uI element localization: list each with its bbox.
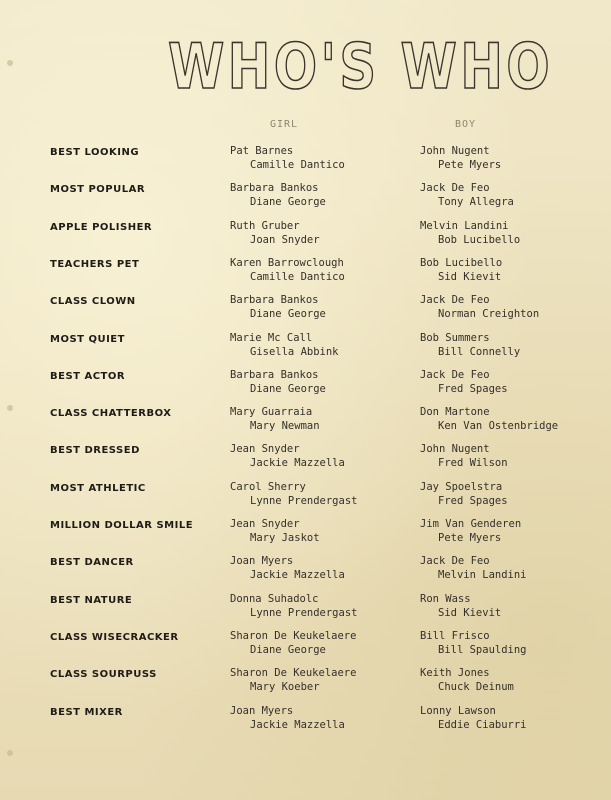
boy-nominee: Fred Spages [438,382,508,395]
girl-nominee: Joan Snyder [250,233,320,246]
award-category: BEST DRESSED [50,445,140,457]
award-row [0,669,611,709]
award-category: CLASS WISECRACKER [50,631,179,643]
girl-nominee: Jean Snyder [230,518,300,530]
boy-nominee: Tony Allegra [438,196,514,209]
boy-nominee: John Nugent [420,145,490,157]
boy-nominee: Bill Connelly [438,345,521,358]
girl-nominee: Diane George [250,196,326,209]
award-category: MOST QUIET [50,333,125,345]
award-category: CLASS CLOWN [50,296,136,308]
boy-nominee: Don Martone [420,406,490,419]
award-category: APPLE POLISHER [50,221,153,233]
award-row [0,480,611,523]
award-category: TEACHERS PET [50,258,140,270]
boy-nominee: Bob Lucibello [420,256,503,269]
boy-nominee: Ken Van Ostenbridge [438,420,559,433]
boy-nominee: Keith Jones [420,667,490,680]
girl-nominee: Donna Suhadolc [230,592,319,605]
award-category: BEST DANCER [50,557,134,569]
award-row [0,629,611,672]
boy-nominee: Sid Kievit [438,606,502,619]
award-row [0,408,611,448]
girl-nominee: Mary Newman [250,420,320,433]
boy-nominee: Lonny Lawson [420,704,496,717]
boy-nominee: Eddie Ciaburri [438,718,527,731]
girl-nominee: Camille Dantico [250,270,345,283]
award-row [0,331,611,374]
boy-nominee: Bob Summers [420,331,490,344]
title-text: WHO'S WHO [168,30,553,103]
girl-nominee: Lynne Prendergast [250,494,358,507]
girl-nominee: Karen Barrowclough [230,256,344,269]
boy-nominee: Jack De Feo [420,555,490,568]
award-row [0,592,611,635]
boy-nominee: Jim Van Genderen [420,518,522,530]
girl-nominee: Sharon De Keukelaere [230,629,357,642]
award-row [0,256,611,299]
boy-nominee: Melvin Landini [438,569,527,582]
boy-nominee: Bob Lucibello [438,233,521,246]
boy-nominee: Sid Kievit [438,270,502,283]
girl-nominee: Mary Guarraia [230,406,313,419]
boy-nominee: Melvin Landini [420,219,509,232]
award-row [0,219,611,262]
girl-nominee: Jackie Mazzella [250,718,345,731]
girl-nominee: Diane George [250,643,326,656]
girl-nominee: Joan Myers [230,555,294,568]
girl-nominee: Camille Dantico [250,159,345,171]
award-category: MILLION DOLLAR SMILE [50,520,194,531]
boy-nominee: Ron Wass [420,592,471,605]
page-title [160,30,560,103]
award-row [0,445,611,485]
girl-nominee: Diane George [250,308,326,321]
boy-nominee: Jay Spoelstra [420,480,503,493]
girl-column-header: GIRL [270,119,299,130]
award-row [0,557,611,597]
boy-nominee: Bill Spaulding [438,643,527,656]
award-category: CLASS SOURPUSS [50,669,157,681]
boy-nominee: Pete Myers [438,532,502,544]
boy-nominee: Fred Spages [438,494,508,507]
boy-nominee: Pete Myers [438,159,502,171]
award-category: MOST ATHLETIC [50,482,146,494]
award-row [0,520,611,560]
girl-nominee: Barbara Bankos [230,368,319,381]
award-category: BEST LOOKING [50,147,140,158]
award-row [0,368,611,411]
girl-nominee: Diane George [250,382,326,395]
boy-nominee: Jack De Feo [420,368,490,381]
girl-nominee: Barbara Bankos [230,294,319,307]
award-category: BEST NATURE [50,594,133,606]
girl-nominee: Mary Jaskot [250,532,320,544]
girl-nominee: Pat Barnes [230,145,294,157]
award-row [0,147,611,187]
girl-nominee: Carol Sherry [230,480,306,493]
punch-hole [7,750,13,756]
award-category: BEST ACTOR [50,370,126,382]
boy-nominee: Jack De Feo [420,294,490,307]
girl-nominee: Ruth Gruber [230,219,300,232]
girl-nominee: Gisella Abbink [250,345,339,358]
award-row [0,704,611,747]
award-row [0,184,611,224]
boy-nominee: Norman Creighton [438,308,540,321]
girl-nominee: Lynne Prendergast [250,606,358,619]
award-row [0,296,611,336]
award-category: MOST POPULAR [50,184,146,196]
girl-nominee: Sharon De Keukelaere [230,667,357,680]
girl-nominee: Mary Koeber [250,681,320,694]
boy-nominee: Fred Wilson [438,457,508,470]
girl-nominee: Joan Myers [230,704,294,717]
girl-nominee: Jackie Mazzella [250,457,345,470]
boy-nominee: Bill Frisco [420,629,490,642]
girl-nominee: Marie Mc Call [230,331,313,344]
boy-nominee: John Nugent [420,443,490,456]
girl-nominee: Jean Snyder [230,443,300,456]
award-category: CLASS CHATTERBOX [50,408,172,420]
punch-hole [7,60,13,66]
award-category: BEST MIXER [50,706,123,718]
girl-nominee: Jackie Mazzella [250,569,345,582]
boy-nominee: Jack De Feo [420,182,490,195]
boy-nominee: Chuck Deinum [438,681,514,694]
girl-nominee: Barbara Bankos [230,182,319,195]
boy-column-header: BOY [455,119,477,130]
